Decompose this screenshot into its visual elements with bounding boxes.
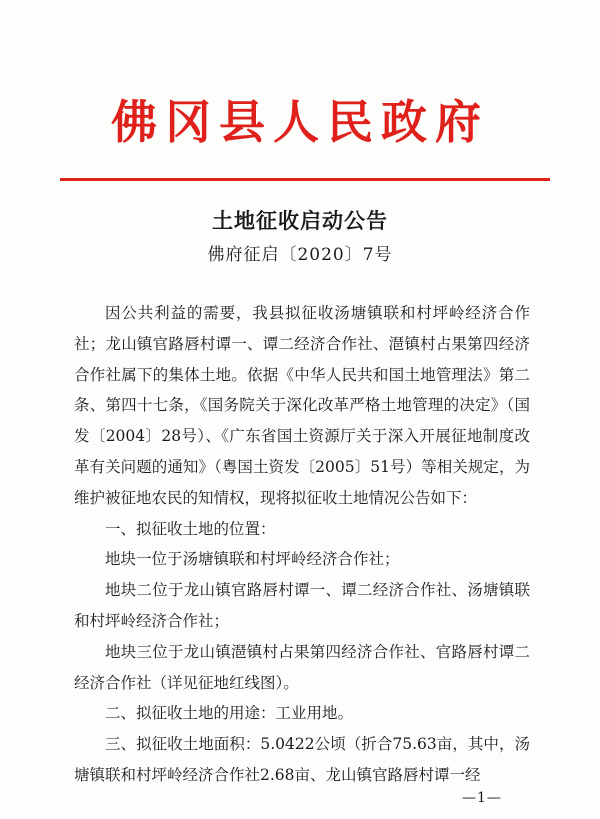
body-paragraph: 因公共利益的需要，我县拟征收汤塘镇联和村坪岭经济合作社；龙山镇官路唇村谭一、谭二经济合作社、潖镇村占果第四经济合作社属下的集体土地。依据《中华人民共和国土地管理法》第二条、第四十七条，《国务院关于深化改革严格土地管理的决定》（国发〔2004〕28号）、《广东省国土资源厅关于深入开展征地制度改革有关问题的通知》（粤国土资发〔2005〕51号）等相关规定，为维护被征地农民的知情权，现将拟征收土地情况公告如下： <box>74 304 530 507</box>
document-title: 土地征收启动公告 <box>212 209 388 233</box>
government-header: 佛冈县人民政府 <box>111 95 489 149</box>
body-paragraph: 二、拟征收土地的用途：工业用地。 <box>105 704 354 723</box>
body-paragraph: 一、拟征收土地的位置： <box>105 519 276 538</box>
body-paragraph: 地块二位于龙山镇官路唇村谭一、谭二经济合作社、汤塘镇联和村坪岭经济合作社； <box>74 581 530 630</box>
document-number: 佛府征启〔2020〕7号 <box>207 245 393 265</box>
document-body <box>74 298 530 791</box>
body-paragraph: 地块一位于汤塘镇联和村坪岭经济合作社； <box>105 550 400 569</box>
body-paragraph: 地块三位于龙山镇潖镇村占果第四经济合作社、官路唇村谭二经济合作社（详见征地红线图）。 <box>74 642 530 692</box>
red-divider-line <box>60 178 550 181</box>
body-paragraph: 三、拟征收土地面积：5.0422公顷（折合75.63亩，其中，汤塘镇联和村坪岭经济合作社2.68亩、龙山镇官路唇村谭一经 <box>74 735 530 784</box>
page-number: —1— <box>462 790 502 806</box>
